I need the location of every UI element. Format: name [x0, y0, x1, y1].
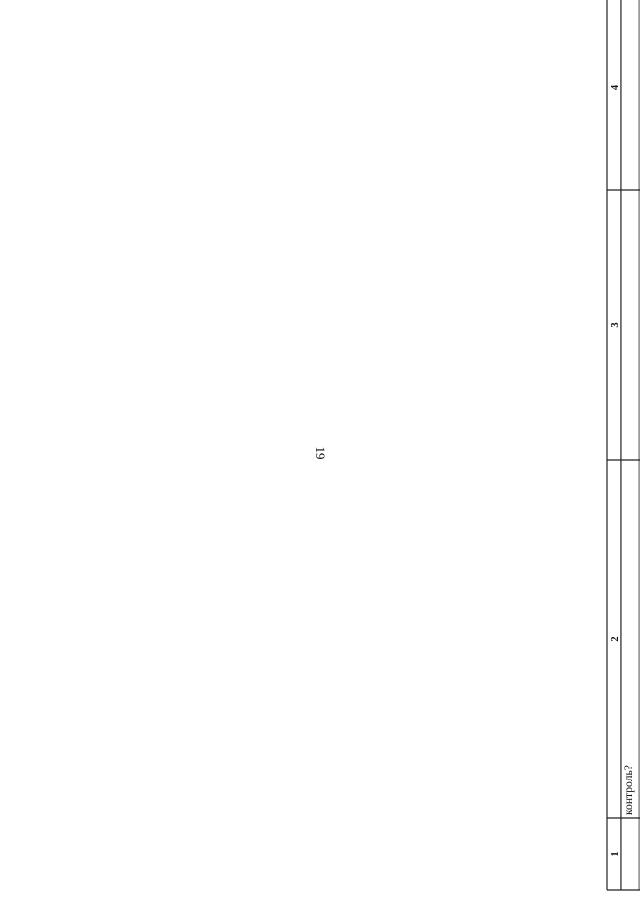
table-header-cell: 4: [609, 84, 621, 91]
table-header-cell: 2: [609, 636, 621, 642]
table-header-cell: 1: [609, 851, 621, 857]
table-header-cell: 3: [609, 322, 621, 328]
page-number-text: 19: [313, 446, 328, 460]
row-text: контроль?: [622, 765, 636, 815]
